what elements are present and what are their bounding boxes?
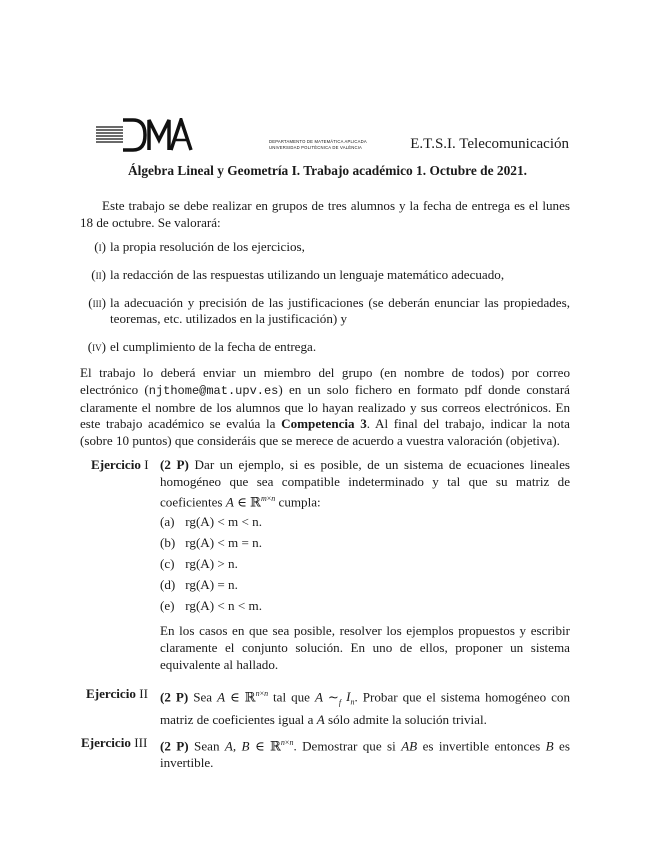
logo-subtitle-line-1: DEPARTAMENTO DE MATEMÁTICA APLICADA (269, 139, 367, 144)
document-title: Álgebra Lineal y Geometría I. Trabajo académico 1. Octubre de 2021. (127, 163, 528, 178)
criterion-item (80, 267, 570, 284)
exercise-3-statement: (2 P) Sean A, B ∈ ℝ$^{n\times n}$. Demostrar que si AB es invertible entonces B es invertible. (160, 738, 570, 771)
submission-paragraph (80, 365, 570, 450)
exercise-2-text-a: Sea (193, 689, 213, 705)
criterion-number: (ii) (91, 266, 106, 282)
case-expression: rg(A) < m < n. (185, 514, 262, 529)
exercise-number: I (144, 457, 149, 472)
exercise-1-closing: En los casos en que sea posible, resolver los ejemplos propuestos y escribir claramente el conjunto solución. En uno de ellos, proponer un sistema equivalente al hallado. (160, 623, 570, 672)
case-item (160, 574, 262, 595)
institution-name: E.T.S.I. Telecomunicación (410, 136, 569, 152)
exercise-1-label (91, 457, 149, 474)
exercise-points: (2 P) (160, 738, 189, 754)
exercise-2-label (86, 686, 148, 703)
exercise-1-cases (160, 511, 262, 616)
exercise-number: II (139, 686, 148, 701)
exercise-word: Ejercicio (81, 735, 131, 750)
criterion-text: la adecuación y precisión de las justificaciones (se deberán enunciar las propiedades, teoremas, etc. utilizados en la justificación) y (110, 294, 570, 327)
exercise-3-text-c: es invertible entonces (422, 738, 541, 754)
submission-text-1: El trabajo lo deberá enviar un miembro del grupo (en nombre de todos) por correo electrónico ( (80, 365, 570, 397)
criterion-text: el cumplimiento de la fecha de entrega. (110, 339, 317, 355)
case-item (160, 511, 262, 532)
intro-paragraph: Este trabajo se debe realizar en grupos de tres alumnos y la fecha de entrega es el lunes 18 de octubre. Se valorará: (80, 198, 570, 230)
case-item (160, 532, 262, 553)
submission-text-3: . Al final del trabajo, indicar la nota (sobre 10 puntos) que consideráis que se merece de acuerdo a vuestra valoración (objetiva). (80, 416, 570, 449)
criterion-number: (iii) (88, 294, 106, 310)
exercise-3-text-a: Sean (194, 738, 220, 754)
criterion-number: (i) (94, 239, 106, 254)
contact-email: njthome@mat.upv.es (148, 383, 279, 398)
exercise-2-statement: (2 P) Sea A ∈ ℝ$^{n\times n}$ tal que A $\sim_f$ $I_n$. Probar que el sistema homogéneo con matriz de coeficientes igual a A sólo admite la solución trivial. (160, 689, 571, 727)
criterion-item (80, 239, 570, 256)
case-label: (b) (160, 535, 176, 550)
exercise-3-text-d: es invertible. (160, 738, 570, 771)
exercise-3-label (81, 735, 147, 752)
exercise-word: Ejercicio (86, 686, 136, 701)
criterion-text: la redacción de las respuestas utilizando un lenguaje matemático adecuado, (110, 266, 505, 282)
evaluation-criteria-list (80, 239, 570, 367)
case-label: (d) (160, 577, 176, 592)
case-expression: rg(A) > n. (185, 556, 238, 571)
logo-subtitle-line-2: UNIVERSIDAD POLITÈCNICA DE VALÈNCIA (269, 145, 363, 150)
dma-logo-icon (93, 118, 273, 154)
criterion-item (80, 295, 570, 329)
exercise-2-text-d: sólo admite la solución trivial. (327, 711, 487, 727)
exercise-2-text-c: . Probar que el sistema homogéneo con matriz de coeficientes igual a (160, 689, 571, 727)
exercise-1-text-tail: cumpla: (278, 493, 321, 509)
case-expression: rg(A) = n. (185, 577, 238, 592)
submission-text-2: ) en un solo fichero en formato pdf donde constará claramente el nombre de los alumnos que lo hayan realizado y sus correos electrónicos. En este trabajo académico se evalúa la (80, 381, 570, 432)
exercise-2-text-b: tal que (273, 689, 310, 705)
competence-label: Competencia 3 (281, 416, 367, 432)
exercise-1-statement: (2 P) Dar un ejemplo, si es posible, de un sistema de ecuaciones lineales homogéneo que sea compatible indeterminado y tal que su matriz de coeficientes A ∈ ℝ$^{m\times n}$ cumpla: (160, 457, 570, 509)
case-label: (e) (160, 598, 175, 613)
case-expression: rg(A) < m = n. (185, 535, 262, 550)
exercise-word: Ejercicio (91, 457, 141, 472)
case-item (160, 595, 262, 616)
exercise-points: (2 P) (160, 457, 189, 472)
exercise-3-text-b: . Demostrar que si (293, 738, 396, 754)
math-expression: A (225, 493, 234, 509)
case-expression: rg(A) < n < m. (185, 598, 262, 613)
case-item (160, 553, 262, 574)
case-label: (c) (160, 556, 175, 571)
case-label: (a) (160, 514, 175, 529)
exercise-points: (2 P) (160, 689, 189, 705)
criterion-number: (iv) (87, 339, 106, 355)
criterion-item (80, 339, 570, 356)
exercise-1-text: Dar un ejemplo, si es posible, de un sistema de ecuaciones lineales homogéneo que sea compatible indeterminado y tal que su matriz de coeficientes (160, 457, 570, 509)
criterion-text: la propia resolución de los ejercicios, (110, 239, 305, 254)
department-logo (93, 118, 367, 154)
exercise-number: III (134, 735, 148, 750)
